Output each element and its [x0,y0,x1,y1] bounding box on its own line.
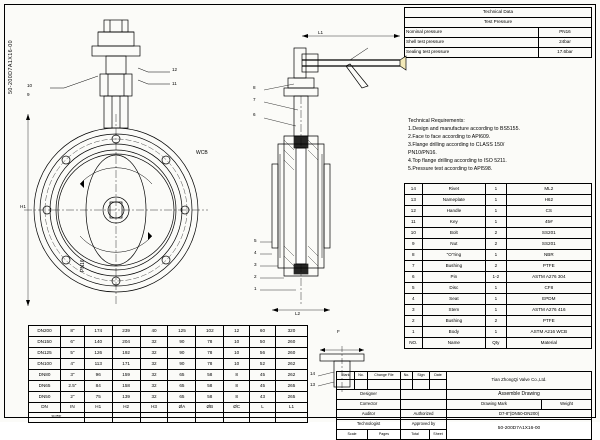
dim-cell: DN200 [29,326,61,337]
bom-cell: Rivet [422,184,485,195]
bom-cell: 13 [405,195,423,206]
dim-footer: IN [61,403,85,413]
bom-cell: SS201 [506,228,591,239]
td-row-value: 24bar [538,38,591,48]
bom-cell: 5 [405,283,423,294]
rev-header: No. [355,372,368,380]
dim-cell: 8 [224,392,250,403]
dim-footer-blank [112,413,140,423]
drawing-mark-value: D7-8"(DN50-DN200) [447,410,592,420]
bom-cell: Disc [422,283,485,294]
rev-header: No. [401,372,413,380]
dim-cell: 78 [196,359,224,370]
dim-cell: DN80 [29,370,61,381]
dim-cell: 45 [250,381,276,392]
bom-cell: 3 [405,305,423,316]
dim-cell: 45 [250,370,276,381]
bom-cell: 8 [405,250,423,261]
dim-cell: 158 [112,381,140,392]
label-l1: L1 [318,30,324,35]
drawing-mark-label: Drawing Mark [447,400,542,410]
label-detail-f: F [337,329,340,334]
label-callout-6: 6 [253,112,256,117]
bom-cell: 1 [486,195,507,206]
label-l2: L2 [295,311,301,316]
dim-cell: 262 [275,370,307,381]
bom-cell: Stem [422,305,485,316]
tech-req-item: 2.Face to face according to API609. [408,134,491,141]
bom-cell: PTFE [506,261,591,272]
dim-footer: L1 [275,403,307,413]
bom-cell: 1 [486,250,507,261]
dim-footer: ØA [168,403,196,413]
dim-footer-blank [275,413,307,423]
sheet-label: Sheet [430,430,447,440]
dim-cell: 159 [112,370,140,381]
label-wcb: WCB [196,150,208,156]
dim-cell: 192 [112,348,140,359]
dim-cell: 171 [112,359,140,370]
dim-footer-blank [140,413,168,423]
drawing-code: 50-200D7A1X16-00 [447,420,592,440]
bom-cell: 1 [486,294,507,305]
dim-cell: 32 [140,392,168,403]
td-row-value: 17.6bar [538,48,591,58]
dim-cell: DN50 [29,392,61,403]
label-callout-12: 12 [172,67,178,72]
bom-cell: Seat [422,294,485,305]
bom-header: Name [422,338,485,349]
bom-cell: Bushing [422,316,485,327]
label-callout-2: 2 [254,274,257,279]
dim-cell: 32 [140,337,168,348]
dim-cell: 2" [61,392,85,403]
tech-req-title: Technical Requirements: [408,118,465,124]
dim-footer: H3 [140,403,168,413]
bom-cell: 2 [486,228,507,239]
role-auditor: Auditor [337,410,401,420]
bom-cell: 4 [405,294,423,305]
bom-cell: 1 [486,217,507,228]
dim-cell: 58 [196,370,224,381]
dim-cell: 32 [140,348,168,359]
dim-cell: 50 [250,337,276,348]
dim-cell: 265 [275,381,307,392]
dim-cell: 43 [250,392,276,403]
bom-cell: Bushing [422,261,485,272]
dim-footer-blank [196,413,224,423]
bom-header: Material [506,338,591,349]
dim-footer-blank [250,413,276,423]
dim-cell: 10 [224,359,250,370]
tech-req-item: 4.Top flange drilling according to ISO 5211. [408,158,507,165]
weight-label: Weight [542,400,592,410]
label-callout-11: 11 [172,81,177,86]
dim-cell: 260 [275,348,307,359]
rev-header: Date [430,372,447,380]
dim-cell: 90 [168,348,196,359]
label-callout-13: 13 [310,382,316,387]
bom-table [404,183,592,349]
dim-cell: DN100 [29,359,61,370]
bom-cell: Body [422,327,485,338]
bom-cell: 2 [486,261,507,272]
dim-footer-blank [168,413,196,423]
rev-header: Change File [368,372,401,380]
dim-cell: 113 [84,359,112,370]
bom-cell: 12 [405,206,423,217]
dim-cell: 65 [168,381,196,392]
bom-cell: 7 [405,261,423,272]
rev-cell [413,380,430,390]
bom-cell: 1 [405,327,423,338]
bom-cell: ASTM A276 416 [506,305,591,316]
vertical-drawing-code: 50-200D7A1X16-00 [8,39,14,94]
rev-header: Mark [337,372,355,380]
dim-cell: 52 [250,359,276,370]
bom-cell: ASTM A276 304 [506,272,591,283]
label-callout-1: 1 [254,286,257,291]
role-value [401,390,447,400]
bom-cell: CF8 [506,283,591,294]
tech-req-item: 5.Pressure test according to API598. [408,166,493,173]
dim-cell: 90 [168,337,196,348]
td-row-label: Shell test pressure [405,38,539,48]
rev-header: Sign [413,372,430,380]
bom-cell: Pin [422,272,485,283]
bom-cell: ML2 [506,184,591,195]
dim-cell: 40 [140,326,168,337]
bom-cell: Key [422,217,485,228]
label-callout-9: 9 [27,92,30,97]
bom-cell: 1-2 [486,272,507,283]
bom-cell: 14 [405,184,423,195]
dim-footer-label: SIZE [29,413,85,423]
dim-cell: 32 [140,381,168,392]
dim-cell: 320 [275,326,307,337]
dim-footer: ØB [196,403,224,413]
td-row-label: Sealing test pressure [405,48,539,58]
pages-label: Pages [368,430,401,440]
dim-cell: 8" [61,326,85,337]
dimension-table [28,325,308,423]
assemble-drawing-title: Assemble Drawing [447,390,592,400]
dim-cell: 8 [224,370,250,381]
role-authorized: Authorized [401,410,447,420]
bom-cell: H62 [506,195,591,206]
dim-cell: 239 [112,326,140,337]
label-pn16: PN16 [80,259,86,272]
td-row-value: PN16 [538,28,591,38]
dim-cell: 174 [84,326,112,337]
dim-footer: H1 [84,403,112,413]
bom-header: NO. [405,338,423,349]
tech-req-item: 1.Design and manufacture according to BS5155. [408,126,520,133]
bom-cell: 45# [506,217,591,228]
bom-cell: 10 [405,228,423,239]
dim-footer: ØC [224,403,250,413]
tech-req-item: PN10/PN16. [408,150,437,157]
title-block [336,371,592,440]
dim-cell: 96 [84,370,112,381]
total-label: Total [401,430,430,440]
dim-cell: 58 [196,381,224,392]
dim-cell: 78 [196,337,224,348]
dim-cell: 90 [168,359,196,370]
dim-footer-blank [84,413,112,423]
technical-data-subtitle: Test Pressure [405,18,592,28]
bom-cell: SS201 [506,239,591,250]
dim-footer: L [250,403,276,413]
bom-cell: 1 [486,305,507,316]
dim-cell: 56 [250,348,276,359]
bom-cell: 6 [405,272,423,283]
role-designer: Designer [337,390,401,400]
dim-cell: 204 [112,337,140,348]
dim-cell: 65 [168,370,196,381]
bom-cell: 9 [405,239,423,250]
label-h1: H1 [20,204,26,209]
bom-cell: Bolt [422,228,485,239]
dim-cell: 139 [112,392,140,403]
bom-cell: 2 [486,239,507,250]
bom-cell: EPDM [506,294,591,305]
dim-cell: 78 [196,348,224,359]
dim-cell: 32 [140,359,168,370]
bom-cell: ASTM A216 WCB [506,327,591,338]
dim-cell: 58 [196,392,224,403]
label-callout-7: 7 [253,97,256,102]
bom-cell: 11 [405,217,423,228]
dim-cell: 265 [275,392,307,403]
bom-cell: Nut [422,239,485,250]
rev-cell [430,380,447,390]
technical-requirements [408,117,593,173]
dim-cell: 84 [84,381,112,392]
valve-face-view [20,14,250,319]
bom-cell: "O"ring [422,250,485,261]
label-callout-5: 5 [254,238,257,243]
dim-cell: 260 [275,337,307,348]
company-name: Tian ZhongQi Valve Co.,Ltd. [447,372,592,390]
bom-cell: 1 [486,184,507,195]
bom-cell: Handle [422,206,485,217]
bom-cell: 1 [486,206,507,217]
technical-data-table [404,7,592,58]
dim-cell: 75 [84,392,112,403]
dim-cell: 126 [84,348,112,359]
dim-cell: DN125 [29,348,61,359]
role-technologist: Technologist [337,420,401,430]
dim-cell: DN150 [29,337,61,348]
bom-cell: PTFE [506,316,591,327]
dim-cell: 12 [224,326,250,337]
td-row-label: Nominal pressure [405,28,539,38]
role-value [401,400,447,410]
detail-view-f [312,336,372,396]
technical-data-title: Technical Data [405,8,592,18]
dim-cell: 10 [224,348,250,359]
role-approved-by: Approved by [401,420,447,430]
bom-cell: 2 [486,316,507,327]
dim-cell: 3" [61,370,85,381]
dim-cell: 65 [168,392,196,403]
label-callout-10: 10 [27,83,33,88]
dim-cell: 32 [140,370,168,381]
dim-footer: DN [29,403,61,413]
dim-footer-blank [224,413,250,423]
rev-cell [368,380,401,390]
dim-cell: 8 [224,381,250,392]
dim-footer: H2 [112,403,140,413]
bom-cell: NBR [506,250,591,261]
rev-cell [401,380,413,390]
dim-cell: 125 [168,326,196,337]
dim-cell: 4" [61,359,85,370]
dim-cell: DN65 [29,381,61,392]
dim-cell: 6" [61,337,85,348]
bom-cell: CS [506,206,591,217]
label-callout-14: 14 [310,371,316,376]
dim-cell: 2.5" [61,381,85,392]
bom-cell: Nameplate [422,195,485,206]
dim-cell: 10 [224,337,250,348]
dim-cell: 140 [84,337,112,348]
valve-section-view [250,14,410,319]
dim-cell: 102 [196,326,224,337]
bom-cell: 2 [405,316,423,327]
dim-cell: 262 [275,359,307,370]
dim-cell: 5" [61,348,85,359]
bom-header: Qty [486,338,507,349]
dim-cell: 60 [250,326,276,337]
scale-label: Scale [337,430,368,440]
label-callout-8: 8 [253,85,256,90]
bom-cell: 1 [486,283,507,294]
tech-req-item: 3.Flange drilling according to CLASS 150/ [408,142,505,149]
role-corrector: Corrector [337,400,401,410]
bom-cell: 1 [486,327,507,338]
label-callout-4: 4 [254,250,257,255]
label-callout-3: 3 [254,262,257,267]
